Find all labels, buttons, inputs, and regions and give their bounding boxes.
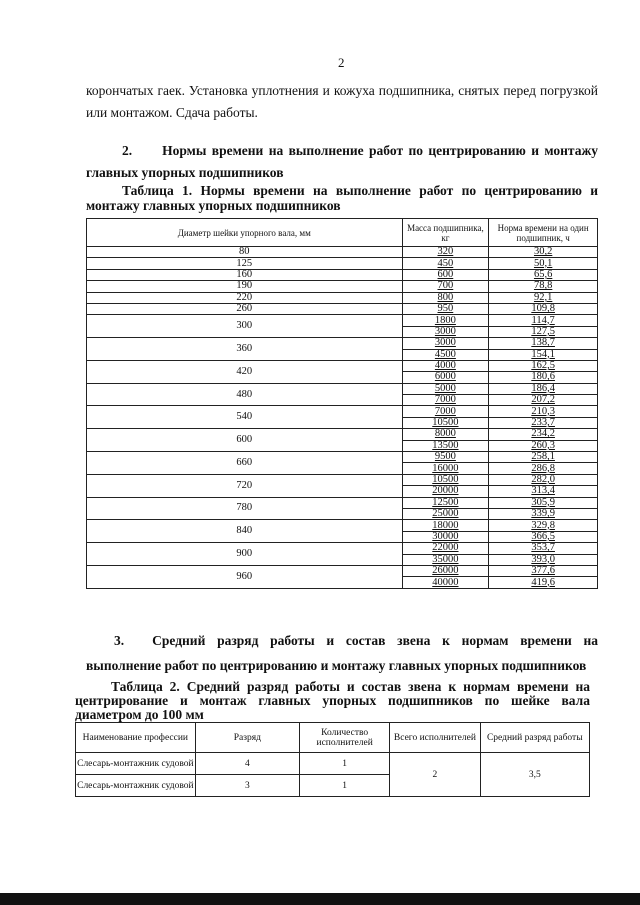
table-row: [87, 269, 598, 280]
norm-cell: 366,5: [489, 531, 598, 542]
header-count: Количество исполнителей: [300, 723, 390, 753]
average-cell: 3,5: [480, 753, 589, 797]
diameter-cell: 80: [87, 247, 403, 258]
mass-cell: 700: [402, 281, 489, 292]
mass-cell: 4000: [402, 360, 489, 371]
section-2-heading: [86, 140, 598, 184]
table-row: [87, 303, 598, 314]
grade-cell: 4: [195, 753, 299, 775]
table-row: [87, 258, 598, 269]
table-2: [75, 722, 590, 797]
profession-cell: Слесарь-монтажник судовой: [76, 775, 196, 797]
section-number: 3.: [114, 633, 125, 648]
norm-cell: 127,5: [489, 326, 598, 337]
diameter-cell: 125: [87, 258, 403, 269]
norm-cell: 50,1: [489, 258, 598, 269]
grade-cell: 3: [195, 775, 299, 797]
mass-cell: 3000: [402, 326, 489, 337]
scan-edge: [0, 893, 640, 905]
mass-cell: 22000: [402, 543, 489, 554]
diameter-cell: 840: [87, 520, 403, 543]
diameter-cell: 220: [87, 292, 403, 303]
diameter-cell: 360: [87, 338, 403, 361]
intro-paragraph: корончатых гаек. Установка уплотнения и кожуха подшипника, снятых перед погрузкой или монтажом. Сдача работы.: [86, 83, 598, 120]
norm-cell: 233,7: [489, 417, 598, 428]
diameter-cell: 960: [87, 565, 403, 588]
mass-cell: 5000: [402, 383, 489, 394]
table-2-caption: Таблица 2. Средний разряд работы и состав звена к нормам времени на центрирование и монтаж главных упорных подшипников по шейке вала диаметром до 100 мм: [75, 679, 590, 722]
mass-cell: 6000: [402, 372, 489, 383]
header-profession: Наименование профессии: [76, 723, 196, 753]
mass-cell: 7000: [402, 406, 489, 417]
header-total: Всего исполнителей: [390, 723, 480, 753]
mass-cell: 7000: [402, 395, 489, 406]
table-row: [87, 497, 598, 508]
diameter-cell: 480: [87, 383, 403, 406]
diameter-cell: 900: [87, 543, 403, 566]
table-row: [87, 520, 598, 531]
norm-cell: 393,0: [489, 554, 598, 565]
norm-cell: 207,2: [489, 395, 598, 406]
mass-cell: 10500: [402, 417, 489, 428]
section-3-heading: [86, 628, 598, 678]
mass-cell: 450: [402, 258, 489, 269]
profession-cell: Слесарь-монтажник судовой: [76, 753, 196, 775]
table-row: [87, 543, 598, 554]
mass-cell: 20000: [402, 486, 489, 497]
mass-cell: 10500: [402, 474, 489, 485]
norm-cell: 329,8: [489, 520, 598, 531]
count-cell: 1: [300, 753, 390, 775]
table-1: [86, 218, 598, 589]
mass-cell: 600: [402, 269, 489, 280]
diameter-cell: 660: [87, 452, 403, 475]
total-cell: 2: [390, 753, 480, 797]
norm-cell: 313,4: [489, 486, 598, 497]
diameter-cell: 160: [87, 269, 403, 280]
header-norm: Норма времени на один подшипник, ч: [489, 219, 598, 247]
mass-cell: 18000: [402, 520, 489, 531]
norm-cell: 154,1: [489, 349, 598, 360]
norm-cell: 114,7: [489, 315, 598, 326]
section-title: Средний разряд работы и состав звена к нормам времени на выполнение работ по центрированию и монтажу главных упорных подшипников: [86, 633, 598, 673]
norm-cell: 419,6: [489, 577, 598, 588]
header-average: Средний разряд работы: [480, 723, 589, 753]
mass-cell: 13500: [402, 440, 489, 451]
norm-cell: 260,3: [489, 440, 598, 451]
table-row: [87, 474, 598, 485]
norm-cell: 377,6: [489, 565, 598, 576]
diameter-cell: 260: [87, 303, 403, 314]
norm-cell: 78,8: [489, 281, 598, 292]
norm-cell: 109,8: [489, 303, 598, 314]
diameter-cell: 300: [87, 315, 403, 338]
table-row: [87, 292, 598, 303]
mass-cell: 800: [402, 292, 489, 303]
diameter-cell: 420: [87, 360, 403, 383]
table-row: [87, 338, 598, 349]
norm-cell: 65,6: [489, 269, 598, 280]
norm-cell: 353,7: [489, 543, 598, 554]
mass-cell: 1800: [402, 315, 489, 326]
norm-cell: 138,7: [489, 338, 598, 349]
mass-cell: 26000: [402, 565, 489, 576]
table-row: [87, 315, 598, 326]
mass-cell: 30000: [402, 531, 489, 542]
mass-cell: 35000: [402, 554, 489, 565]
count-cell: 1: [300, 775, 390, 797]
diameter-cell: 600: [87, 429, 403, 452]
section-number: 2.: [122, 143, 133, 158]
diameter-cell: 720: [87, 474, 403, 497]
table-1-caption: Таблица 1. Нормы времени на выполнение работ по центрированию и монтажу главных упорных подшипников: [86, 183, 598, 213]
norm-cell: 234,2: [489, 429, 598, 440]
diameter-cell: 540: [87, 406, 403, 429]
table-row: [87, 406, 598, 417]
norm-cell: 180,6: [489, 372, 598, 383]
norm-cell: 282,0: [489, 474, 598, 485]
mass-cell: 25000: [402, 508, 489, 519]
table-row: [87, 247, 598, 258]
mass-cell: 9500: [402, 452, 489, 463]
table-row: [87, 281, 598, 292]
norm-cell: 210,3: [489, 406, 598, 417]
table-row: [87, 565, 598, 576]
section-title: Нормы времени на выполнение работ по центрированию и монтажу главных упорных подшипников: [86, 143, 598, 180]
norm-cell: 92,1: [489, 292, 598, 303]
table-row: [87, 452, 598, 463]
norm-cell: 30,2: [489, 247, 598, 258]
norm-cell: 305,9: [489, 497, 598, 508]
norm-cell: 186,4: [489, 383, 598, 394]
page-number: 2: [338, 55, 345, 70]
table-row: [87, 360, 598, 371]
header-mass: Масса подшипника, кг: [402, 219, 489, 247]
header-grade: Разряд: [195, 723, 299, 753]
norm-cell: 286,8: [489, 463, 598, 474]
norm-cell: 339,9: [489, 508, 598, 519]
mass-cell: 320: [402, 247, 489, 258]
norm-cell: 258,1: [489, 452, 598, 463]
norm-cell: 162,5: [489, 360, 598, 371]
diameter-cell: 780: [87, 497, 403, 520]
diameter-cell: 190: [87, 281, 403, 292]
mass-cell: 8000: [402, 429, 489, 440]
header-diameter: Диаметр шейки упорного вала, мм: [87, 219, 403, 247]
mass-cell: 4500: [402, 349, 489, 360]
mass-cell: 12500: [402, 497, 489, 508]
mass-cell: 40000: [402, 577, 489, 588]
mass-cell: 950: [402, 303, 489, 314]
table-row: [87, 383, 598, 394]
table-row: [87, 429, 598, 440]
mass-cell: 16000: [402, 463, 489, 474]
mass-cell: 3000: [402, 338, 489, 349]
table-row: [76, 753, 590, 775]
